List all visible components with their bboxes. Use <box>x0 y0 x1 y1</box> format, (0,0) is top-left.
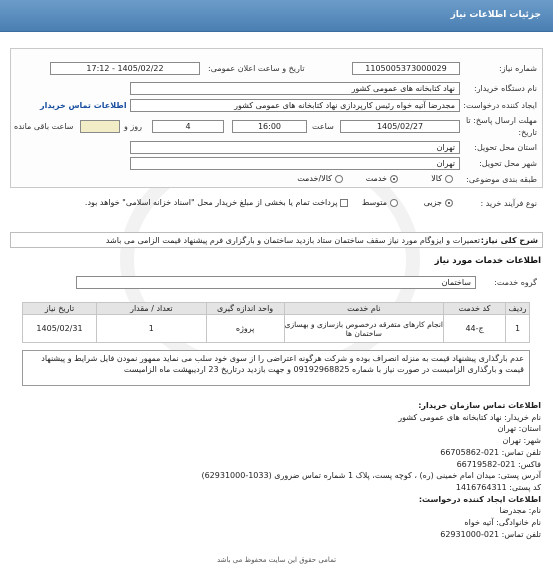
cell-qty: 1 <box>96 315 206 343</box>
creator-last-name: نام خانوادگی: آتیه خواه <box>464 518 541 528</box>
cell-unit: پروژه <box>206 315 284 343</box>
contact-info <box>21 400 541 540</box>
city-field: تهران <box>130 157 460 170</box>
announce-label: تاریخ و ساعت اعلان عمومی: <box>208 64 305 73</box>
creator-first-name: نام: مجدرضا <box>499 506 541 516</box>
process-option-minor[interactable]: جزیی <box>424 198 453 207</box>
creator-field: مجدرضا آتیه خواه رئیس کارپردازی نهاد کتابخانه های عمومی کشور <box>130 99 460 112</box>
days-field: 4 <box>152 120 224 133</box>
province-field: تهران <box>130 141 460 154</box>
table-row <box>23 315 530 343</box>
deadline-date-field: 1405/02/27 <box>340 120 460 133</box>
cell-name: انجام کارهای متفرقه درخصوص بازسازی و بهسازی ساختمان ها <box>284 315 444 343</box>
contact-buyer-name: نام خریدار: نهاد کتابخانه های عمومی کشور <box>398 412 541 422</box>
services-section-title: اطلاعات خدمات مورد نیاز <box>434 256 541 266</box>
description-label: شرح کلی نیاز: <box>480 236 538 245</box>
service-group-label: گروه خدمت: <box>494 278 537 287</box>
need-number-label: شماره نیاز: <box>499 64 537 73</box>
contact-postal-code: کد پستی: 1416764311 <box>455 482 541 492</box>
buyer-notes: عدم بارگذاری پیشنهاد قیمت به منزله انصراف بوده و شرکت هرگونه اعتراضی را از سوی خود سلب می نماید ممهور نمودن فایل شرایط و پیشنهاد قیمت و بارگذاری الزامیست در صورت نیاز با شماره 09192968825 و جهت بازدید درتاریخ 23 اردیبهشت ماه الزامیست <box>22 350 530 386</box>
city-label: شهر محل تحویل: <box>479 159 537 168</box>
category-option-goods[interactable]: کالا <box>431 174 453 183</box>
radio-selected-icon <box>390 175 398 183</box>
category-option-goods-service[interactable]: کالا/خدمت <box>297 174 343 183</box>
contact-fax: فاکس: 021-66719582 <box>456 459 541 469</box>
creator-label: ایجاد کننده درخواست: <box>463 101 537 110</box>
col-qty: تعداد / مقدار <box>96 303 206 315</box>
contact-heading: اطلاعات تماس سازمان خریدار: <box>418 401 541 410</box>
remaining-label: ساعت باقی مانده <box>14 122 74 131</box>
radio-selected-icon <box>445 199 453 207</box>
time-label: ساعت <box>312 122 334 131</box>
col-code: کد خدمت <box>444 303 506 315</box>
service-group-field: ساختمان <box>76 276 476 289</box>
cell-row: 1 <box>506 315 530 343</box>
category-label: طبقه بندی موضوعی: <box>466 175 537 184</box>
deadline-time-field: 16:00 <box>232 120 307 133</box>
col-unit: واحد اندازه گیری <box>206 303 284 315</box>
contact-province: استان: تهران <box>497 424 541 434</box>
col-row: ردیف <box>506 303 530 315</box>
buyer-contact-link[interactable]: اطلاعات تماس خریدار <box>40 101 127 110</box>
deadline-label: مهلت ارسال پاسخ: تا <box>465 116 537 125</box>
days-label: روز و <box>124 122 142 131</box>
need-number-field: 1105005373000029 <box>352 62 460 75</box>
province-label: استان محل تحویل: <box>474 143 537 152</box>
radio-icon <box>335 175 343 183</box>
radio-icon <box>390 199 398 207</box>
creator-heading: اطلاعات ایجاد کننده درخواست: <box>418 494 541 504</box>
description-text: تعمیرات و ایزوگام مورد نیاز سقف ساختمان ستاد بازدید ساختمان و بارگزاری فرم پیشنهاد قیمت الزامی می باشد <box>105 236 480 245</box>
header-bar <box>0 0 553 32</box>
process-option-medium[interactable]: متوسط <box>362 198 398 207</box>
col-name: نام خدمت <box>284 303 444 315</box>
checkbox-icon <box>340 199 348 207</box>
table-header-row <box>23 303 530 315</box>
contact-city: شهر: تهران <box>502 436 541 446</box>
footer-text: تمامی حقوق این سایت محفوظ می باشد <box>216 556 337 564</box>
treasury-payment-option[interactable]: پرداخت تمام یا بخشی از مبلغ خریدار محل "اسناد خزانه اسلامی" خواهد بود. <box>85 198 348 207</box>
contact-phone: تلفن تماس: 021-66705862 <box>440 447 541 457</box>
deadline-label-2: تاریخ: <box>518 128 537 137</box>
cell-date: 1405/02/31 <box>23 315 97 343</box>
radio-icon <box>445 175 453 183</box>
category-option-service[interactable]: خدمت <box>366 174 398 183</box>
buyer-field: نهاد کتابخانه های عمومی کشور <box>130 82 460 95</box>
announce-field: 1405/02/22 - 17:12 <box>50 62 200 75</box>
buyer-label: نام دستگاه خریدار: <box>474 84 537 93</box>
page-title: جزئیات اطلاعات نیاز <box>450 10 541 20</box>
creator-phone: تلفن تماس: 021-62931000 <box>440 529 541 539</box>
remaining-hours-field <box>80 120 120 133</box>
services-table <box>22 302 530 343</box>
description-box <box>10 232 543 248</box>
process-label: نوع فرآیند خرید : <box>480 199 537 208</box>
cell-code: ج-44 <box>444 315 506 343</box>
contact-address: آدرس پستی: میدان امام خمینی (ره) ، کوچه پست، پلاک 1 شماره تماس ضروری (1033-62931000) <box>201 471 541 481</box>
col-date: تاریخ نیاز <box>23 303 97 315</box>
